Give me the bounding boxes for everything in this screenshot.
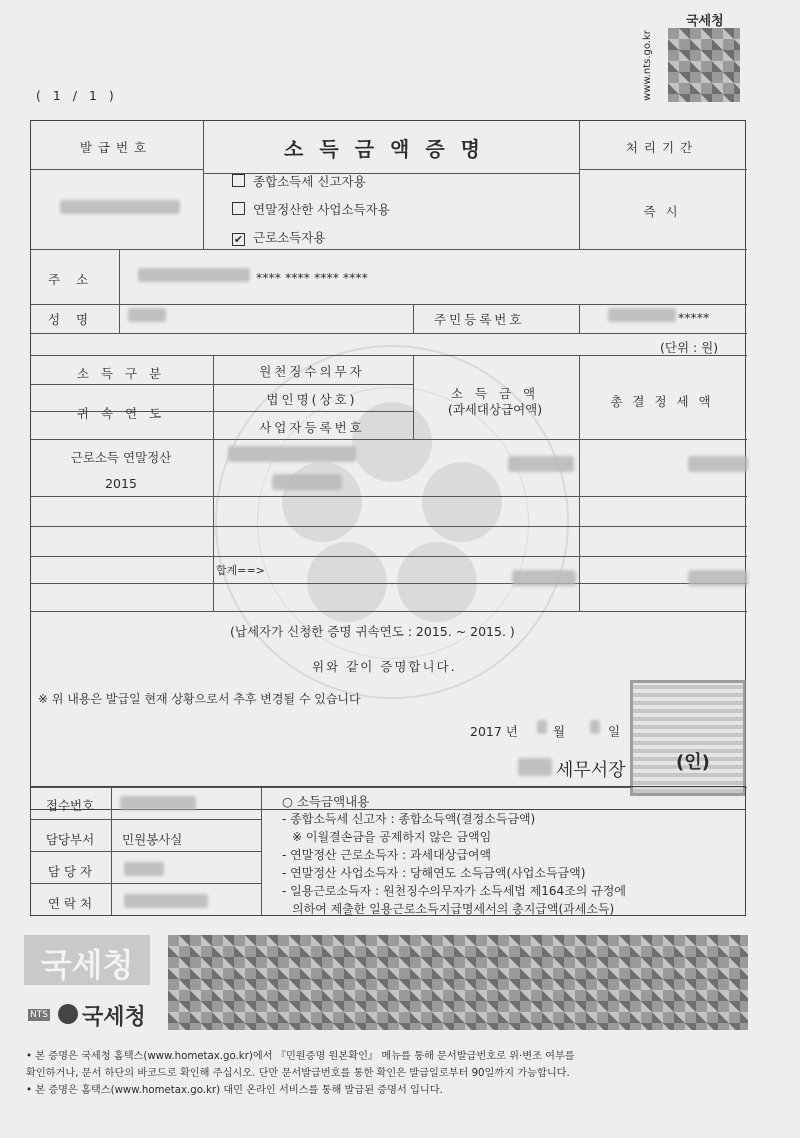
row1-total-tax: [688, 456, 748, 472]
issue-date-year: 2017 년: [470, 724, 518, 739]
name-value: [128, 308, 166, 322]
page-indicator: ( 1 / 1 ): [36, 88, 118, 103]
processing-period-label: 처리기간: [625, 140, 699, 155]
row1-year: 2015: [105, 476, 137, 491]
notes-line: - 연말정산 근로소득자 : 과세대상급여액: [282, 848, 492, 862]
footer-notice: 확인하거나, 문서 하단의 바코드로 확인해 주십시오. 단만 문서발급번호를 통한 확인은 발급일로부터 90일까지 가능합니다.: [26, 1068, 570, 1079]
col-business-reg-no: 사업자등록번호: [259, 420, 365, 435]
rrn-value-prefix: [608, 308, 676, 322]
notes-line: - 일용근로소득자 : 원천징수의무자가 소득세법 제164조의 규정에: [282, 884, 626, 898]
issue-date-month-value: [537, 720, 547, 734]
option-label: 근로소득자용: [253, 230, 326, 245]
row1-income-amount: [508, 456, 574, 472]
nts-flower-icon: [58, 1004, 78, 1024]
processing-period-value: 즉 시: [643, 204, 681, 219]
nts-logo-prefix: NTS: [30, 1010, 48, 1020]
notes-line: - 종합소득세 신고자 : 종합소득액(결정소득금액): [282, 812, 536, 826]
notes-line: - 연말정산 사업소득자 : 당해연도 소득금액(사업소득금액): [282, 866, 586, 880]
address-value-masked-prefix: [138, 268, 250, 282]
footer-notice: • 본 증명은 홈택스(www.hometax.go.kr) 대민 온라인 서비스를 통해 발급된 증명서 입니다.: [26, 1085, 443, 1096]
total-label: 합계==>: [216, 564, 265, 577]
receipt-no-value: [120, 796, 196, 810]
receipt-no-label: 접수번호: [45, 798, 95, 813]
option-business-year-end: [232, 200, 390, 218]
col-income-amount-sub: (과세대상급여액): [447, 402, 543, 417]
department-label: 담당부서: [45, 832, 95, 847]
address-label: 주 소: [48, 272, 95, 287]
issue-number-value: [60, 200, 180, 214]
total-income-amount: [512, 570, 576, 586]
rrn-value: *****: [678, 310, 710, 325]
tax-office-head: 세무서장: [556, 760, 626, 781]
request-period-note: (납세자가 신청한 증명 귀속연도 : 2015. ~ 2015. ): [230, 624, 515, 639]
rrn-label: 주민등록번호: [434, 312, 525, 327]
header-badge-label: 국세청: [686, 14, 724, 29]
nts-logo-text-large: 국세청: [40, 946, 134, 984]
total-tax-amount: [688, 570, 748, 586]
notes-line: 의하여 제출한 일용근로소득지급명세서의 총지급액(과세소득): [292, 902, 615, 916]
col-attribution-year: 귀 속 연 도: [76, 406, 166, 421]
notes-line: ※ 이월결손금을 공제하지 않은 금액임: [292, 830, 492, 844]
contact-label: 연 락 처: [47, 896, 93, 911]
col-income-amount: 소 득 금 액: [450, 386, 540, 401]
checkbox-business-year-end[interactable]: [232, 202, 245, 215]
tax-office-name: [518, 758, 552, 776]
header-badge-url: www.nts.go.kr: [641, 30, 653, 101]
address-value: **** **** **** ****: [256, 270, 368, 285]
footer-notice: • 본 증명은 국세청 홈택스(www.hometax.go.kr)에서 『민원증명 원본확인』 메뉴를 통해 문서발급번호로 위·변조 여부를: [26, 1051, 575, 1062]
officer-label: 담 당 자: [47, 864, 93, 879]
verification-barcode: [168, 935, 748, 1030]
header-qr-code: [668, 28, 740, 102]
option-label: 연말정산한 사업소득자용: [253, 202, 390, 217]
seal-mark: (인): [676, 752, 710, 773]
option-general-income-tax: [232, 172, 366, 190]
form-title: 소득금액증명: [284, 137, 496, 161]
row1-withholder-name: [228, 446, 356, 462]
notes-title: ○ 소득금액내용: [282, 794, 370, 809]
col-total-tax: 총 결 정 세 액: [610, 394, 714, 409]
unit-note: (단위 : 원): [660, 340, 719, 355]
row1-business-reg-no: [272, 474, 342, 490]
col-corporate-name: 법인명(상호): [266, 392, 358, 407]
col-withholding-agent: 원천징수의무자: [259, 364, 365, 379]
issue-date-day: 일: [608, 724, 621, 739]
issue-date-month: 월: [553, 724, 566, 739]
row1-income-type: 근로소득 연말정산: [70, 450, 172, 465]
checkbox-general-income[interactable]: [232, 174, 245, 187]
contact-value: [124, 894, 208, 908]
col-income-type: 소 득 구 분: [76, 366, 166, 381]
nts-logo-text-small: 국세청: [82, 1005, 146, 1030]
department-value: 민원봉사실: [122, 832, 183, 847]
issue-number-label: 발급번호: [79, 140, 153, 155]
certify-text: 위와 같이 증명합니다.: [312, 659, 457, 674]
issue-date-day-value: [590, 720, 600, 734]
option-label: 종합소득세 신고자용: [253, 174, 366, 189]
option-earned-income: [232, 228, 325, 246]
official-seal-stamp: [630, 680, 746, 796]
officer-value: [124, 862, 164, 876]
change-warning: ※ 위 내용은 발급일 현재 상황으로서 추후 변경될 수 있습니다: [38, 692, 361, 706]
name-label: 성 명: [48, 312, 95, 327]
checkbox-earned-income[interactable]: ✔: [233, 233, 244, 246]
